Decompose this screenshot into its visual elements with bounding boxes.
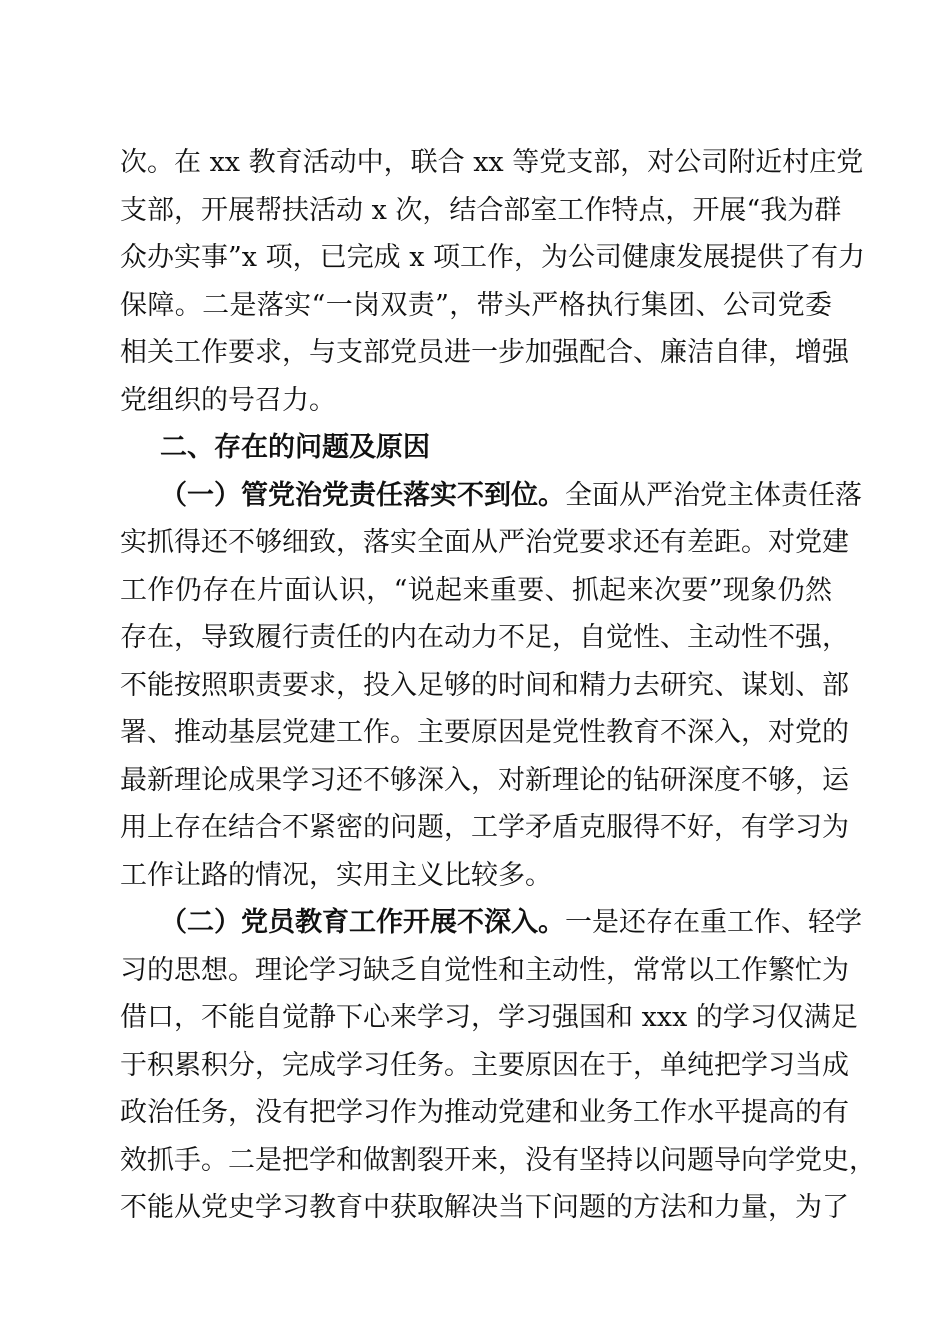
body-line: 党组织的号召力。 [120,385,336,416]
body-line: 保障。二是落实“一岗双责”，带头严格执行集团、公司党委 [120,290,832,321]
body-line: 存在，导致履行责任的内在动力不足，自觉性、主动性不强， [120,622,849,653]
body-line: 相关工作要求，与支部党员进一步加强配合、廉洁自律，增强 [120,337,849,368]
body-line: 支部，开展帮扶活动 x 次，结合部室工作特点，开展“我为群 [120,195,842,226]
paragraph-2-first-line [160,906,862,942]
body-line: 习的思想。理论学习缺乏自觉性和主动性，常常以工作繁忙为 [120,955,849,986]
body-line: 工作仍存在片面认识，“说起来重要、抓起来次要”现象仍然 [120,575,832,606]
body-line: 实抓得还不够细致，落实全面从严治党要求还有差距。对党建 [120,527,849,558]
body-line: 用上存在结合不紧密的问题，工学矛盾克服得不好，有学习为 [120,812,849,843]
body-line: 次。在 xx 教育活动中，联合 xx 等党支部，对公司附近村庄党 [120,147,864,178]
body-line: 不能按照职责要求，投入足够的时间和精力去研究、谋划、部 [120,670,849,701]
section-heading: 二、存在的问题及原因 [160,432,430,463]
body-line: 最新理论成果学习还不够深入，对新理论的钻研深度不够，运 [120,765,849,796]
paragraph-2-first-rest: 一是还存在重工作、轻学 [565,907,862,938]
body-line: 工作让路的情况，实用主义比较多。 [120,860,552,891]
body-line: 政治任务，没有把学习作为推动党建和业务工作水平提高的有 [120,1097,849,1128]
body-line: 效抓手。二是把学和做割裂开来，没有坚持以问题导向学党史， [120,1145,876,1176]
paragraph-1-first-rest: 全面从严治党主体责任落 [565,480,862,511]
paragraph-2-lead: （二）党员教育工作开展不深入。 [160,907,565,938]
body-line: 借口，不能自觉静下心来学习，学习强国和 xxx 的学习仅满足 [120,1002,858,1033]
body-line: 署、推动基层党建工作。主要原因是党性教育不深入，对党的 [120,717,849,748]
body-line: 不能从党史学习教育中获取解决当下问题的方法和力量，为了 [120,1192,849,1223]
body-line: 众办实事”x 项，已完成 x 项工作，为公司健康发展提供了有力 [120,242,866,273]
paragraph-1-lead: （一）管党治党责任落实不到位。 [160,480,565,511]
paragraph-1-first-line [160,479,862,515]
body-line: 于积累积分，完成学习任务。主要原因在于，单纯把学习当成 [120,1050,849,1081]
